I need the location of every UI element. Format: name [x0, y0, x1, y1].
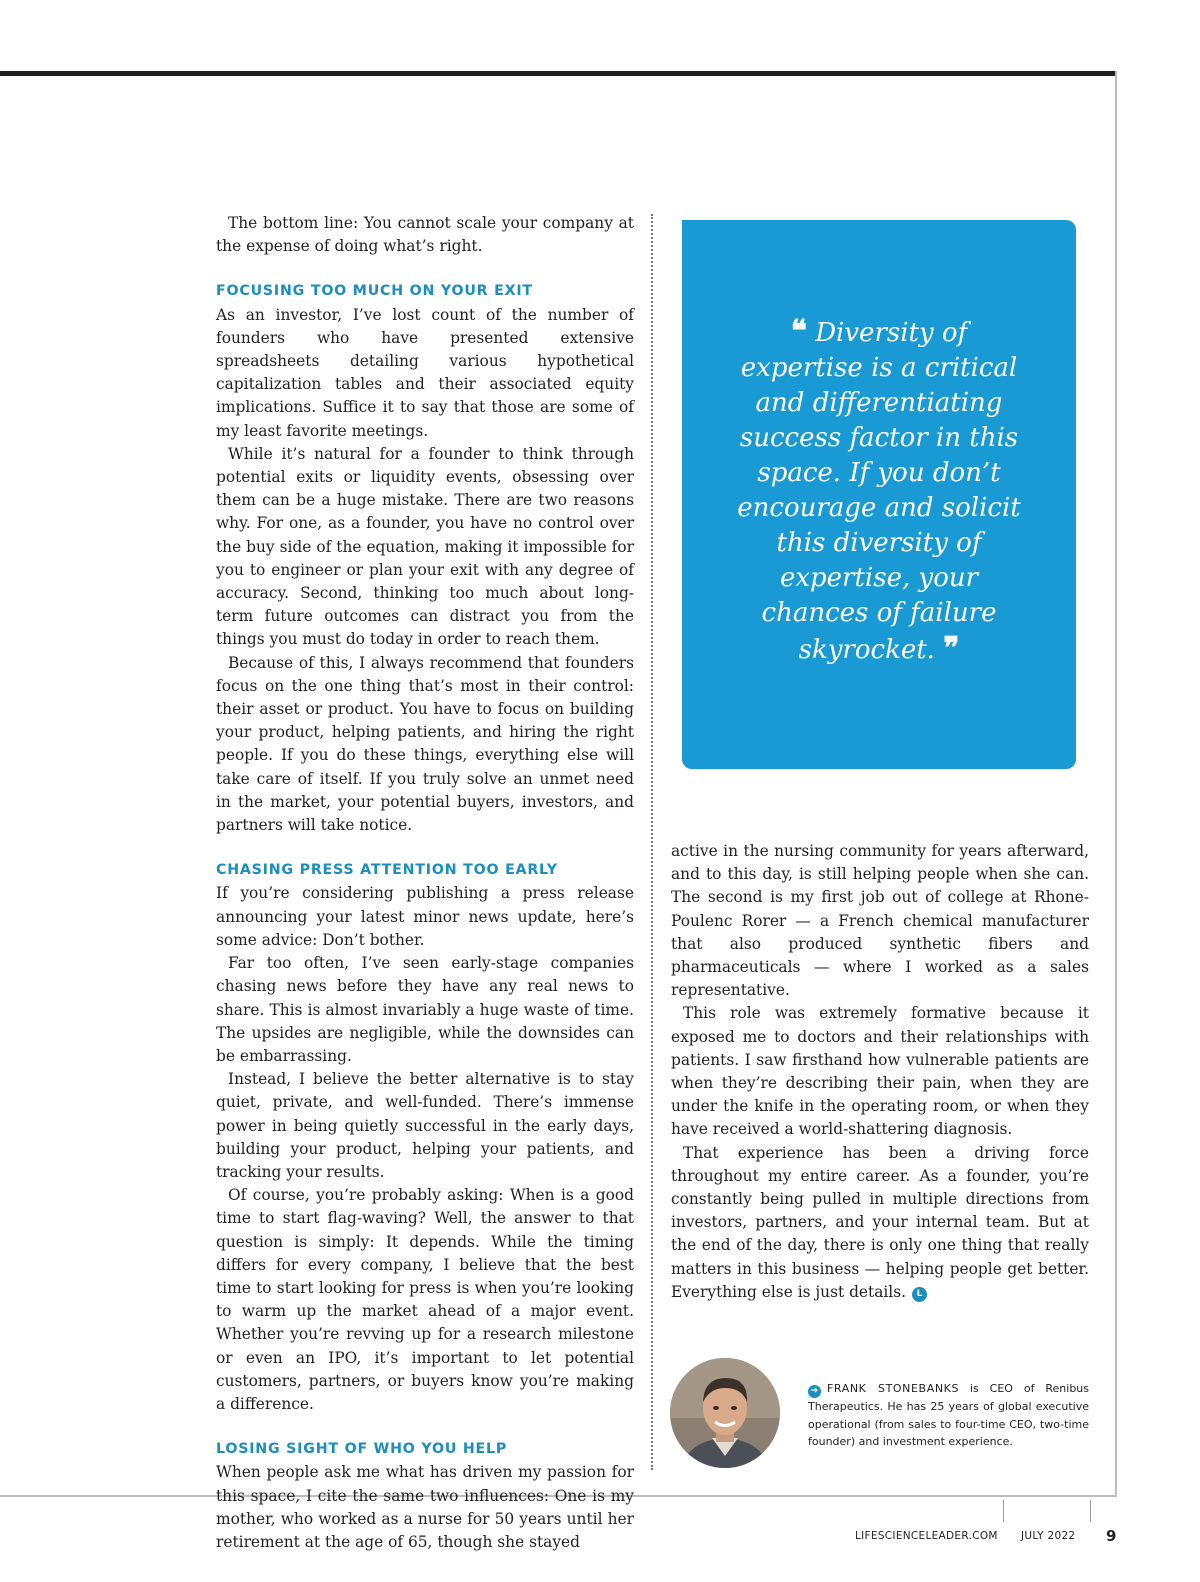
end-of-article-icon: L [912, 1287, 927, 1302]
section-heading-exit: FOCUSING TOO MUCH ON YOUR EXIT [216, 283, 533, 300]
body-paragraph: While it’s natural for a founder to think through potential exits or liquidity events, obsessing over them can be a huge mistake. There are two reasons why. For one, as a founder, you have no control over the buy side of the equation, making it impossible for you to engineer or plan your exit with any degree of accuracy. Second, thinking too much about long-term future outcomes can distract you from the things you must do today in order to reach them. [216, 444, 634, 649]
body-paragraph [671, 1142, 1089, 1304]
close-quote-icon: ❞ [943, 630, 960, 666]
top-rule [0, 71, 1117, 76]
footer-date: JULY 2022 [1021, 1530, 1076, 1542]
arrow-right-icon: ➔ [808, 1385, 821, 1398]
open-quote-icon: ❝ [790, 313, 807, 349]
section-heading-press: CHASING PRESS ATTENTION TOO EARLY [216, 862, 558, 879]
page-number: 9 [1106, 1527, 1117, 1545]
author-photo [670, 1358, 780, 1468]
body-paragraph: active in the nursing community for years afterward, and to this day, is still helping people when she can. The second is my first job out of college at Rhone-Poulenc Rorer — a French chemical manufacturer that also produced synthetic fibers and pharmaceuticals — where I worked as a sales representative. [671, 842, 1089, 1000]
section-heading-help: LOSING SIGHT OF WHO YOU HELP [216, 1441, 508, 1458]
author-portrait-illustration [670, 1358, 780, 1468]
author-name: FRANK STONEBANKS [827, 1382, 960, 1395]
pull-quote [729, 314, 1029, 668]
author-bio-text: is CEO of Renibus Therapeutics. He has 25 years of global executive operational (from sales to four-time CEO, two-time founder) and investment experience. [808, 1382, 1090, 1448]
right-margin-rule [1115, 71, 1117, 1496]
author-bio [808, 1380, 1089, 1451]
body-paragraph: If you’re considering publishing a press release announcing your latest minor news update, here’s some advice: Don’t bother. [216, 884, 634, 949]
footer-website: LIFESCIENCELEADER.COM [855, 1530, 998, 1542]
body-paragraph: As an investor, I’ve lost count of the number of founders who have presented extensive spreadsheets detailing various hypothetical capitalization tables and their associated equity implications. Suffice it to say that those are some of my least favorite meetings. [216, 305, 634, 440]
intro-paragraph: The bottom line: You cannot scale your company at the expense of doing what’s right. [216, 214, 634, 256]
column-divider [651, 214, 653, 1470]
pull-quote-box [682, 220, 1076, 769]
pull-quote-text: Diversity of expertise is a critical and differentiating success factor in this space. If you don’t encourage and solicit this diversity of expertise, your chances of failure skyrocket. [737, 317, 1021, 665]
body-paragraph: Of course, you’re probably asking: When is a good time to start flag-waving? Well, the answer to that question is simply: It depends. While the timing differs for every company, I believe that the best time to start looking for press is when you’re looking to warm up the market ahead of a major event. Whether you’re revving up for a research milestone or even an IPO, it’s important to let potential customers, partners, or buyers know you’re making a difference. [216, 1186, 634, 1413]
body-paragraph: Far too often, I’ve seen early-stage companies chasing news before they have any real news to share. This is almost invariably a huge waste of time. The upsides are negligible, while the downsides can be embarrassing. [216, 954, 634, 1065]
body-paragraph: When people ask me what has driven my passion for this space, I cite the same two influences: One is my mother, who worked as a nurse for 50 years until her retirement at the age of 65, though she stayed [216, 1463, 634, 1551]
body-paragraph: Because of this, I always recommend that founders focus on the one thing that’s most in their control: their asset or product. You have to focus on building your product, helping patients, and hiring the right people. If you do these things, everything else will take care of itself. If you truly solve an unmet need in the market, your potential buyers, investors, and partners will take notice. [216, 653, 634, 835]
body-paragraph: This role was extremely formative because it exposed me to doctors and their relationships with patients. I saw firsthand how vulnerable patients are when they’re describing their pain, when they are under the knife in the operating room, or when they have received a world-shattering diagnosis. [671, 1004, 1089, 1139]
footer-separator [1003, 1500, 1004, 1522]
body-paragraph: Instead, I believe the better alternative is to stay quiet, private, and well-funded. There’s immense power in being quietly successful in the early days, building your product, helping your patients, and tracking your results. [216, 1070, 634, 1181]
right-column [671, 840, 1089, 1304]
body-paragraph-text: That experience has been a driving force throughout my entire career. As a founder, you’re constantly being pulled in multiple directions from investors, partners, and your internal team. But at the end of the day, there is only one thing that really matters in this business — helping people get better. Everything else is just details. [671, 1143, 1089, 1301]
footer-separator [1090, 1500, 1091, 1522]
left-column [216, 212, 634, 1554]
